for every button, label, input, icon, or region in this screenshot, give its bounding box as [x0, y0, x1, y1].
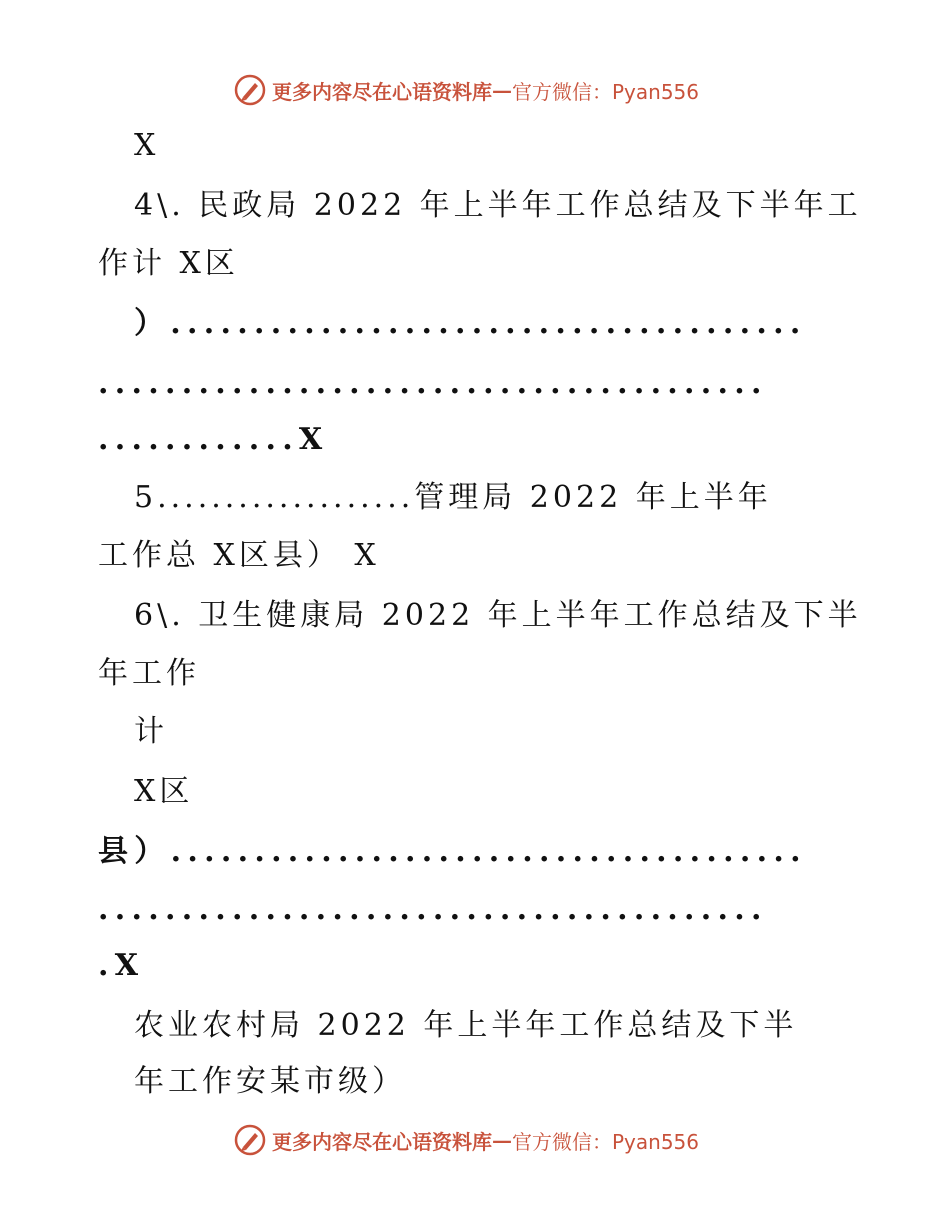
- text-line: X: [134, 128, 160, 163]
- text-line: .X: [98, 948, 145, 983]
- watermark-contact: 官方微信：Pyan556: [512, 1129, 700, 1154]
- text-line: 县）......................................: [98, 834, 807, 869]
- text-line: 年工作: [98, 656, 200, 691]
- text-line: 6\. 卫生健康局 2022 年上半年工作总结及下半: [134, 598, 862, 633]
- text-line: 5...................管理局 2022 年上半年: [134, 480, 772, 515]
- watermark-dash: —: [492, 1128, 512, 1152]
- text-line: ........................................: [98, 366, 768, 401]
- watermark-contact: 官方微信：Pyan556: [512, 79, 700, 104]
- text-line: 4\. 民政局 2022 年上半年工作总结及下半年工: [134, 188, 862, 223]
- pen-logo-icon: [234, 1124, 266, 1156]
- watermark-header: [234, 72, 699, 108]
- text-line: ............X: [98, 422, 329, 457]
- text-line: X区: [134, 774, 194, 809]
- pen-logo-icon: [234, 74, 266, 106]
- watermark-dash: —: [492, 78, 512, 102]
- text-line: ）......................................: [134, 306, 807, 341]
- text-line: 年工作安某市级）: [134, 1064, 406, 1099]
- watermark-title: 更多内容尽在心语资料库: [272, 79, 492, 104]
- text-line: 农业农村局 2022 年上半年工作总结及下半: [134, 1008, 798, 1043]
- watermark-title: 更多内容尽在心语资料库: [272, 1129, 492, 1154]
- watermark-footer: [234, 1122, 699, 1158]
- text-line: ........................................: [98, 892, 768, 927]
- text-line: 计: [134, 714, 168, 749]
- text-line: 作计 X区: [98, 246, 239, 281]
- text-line: 工作总 X区县） X: [98, 538, 380, 573]
